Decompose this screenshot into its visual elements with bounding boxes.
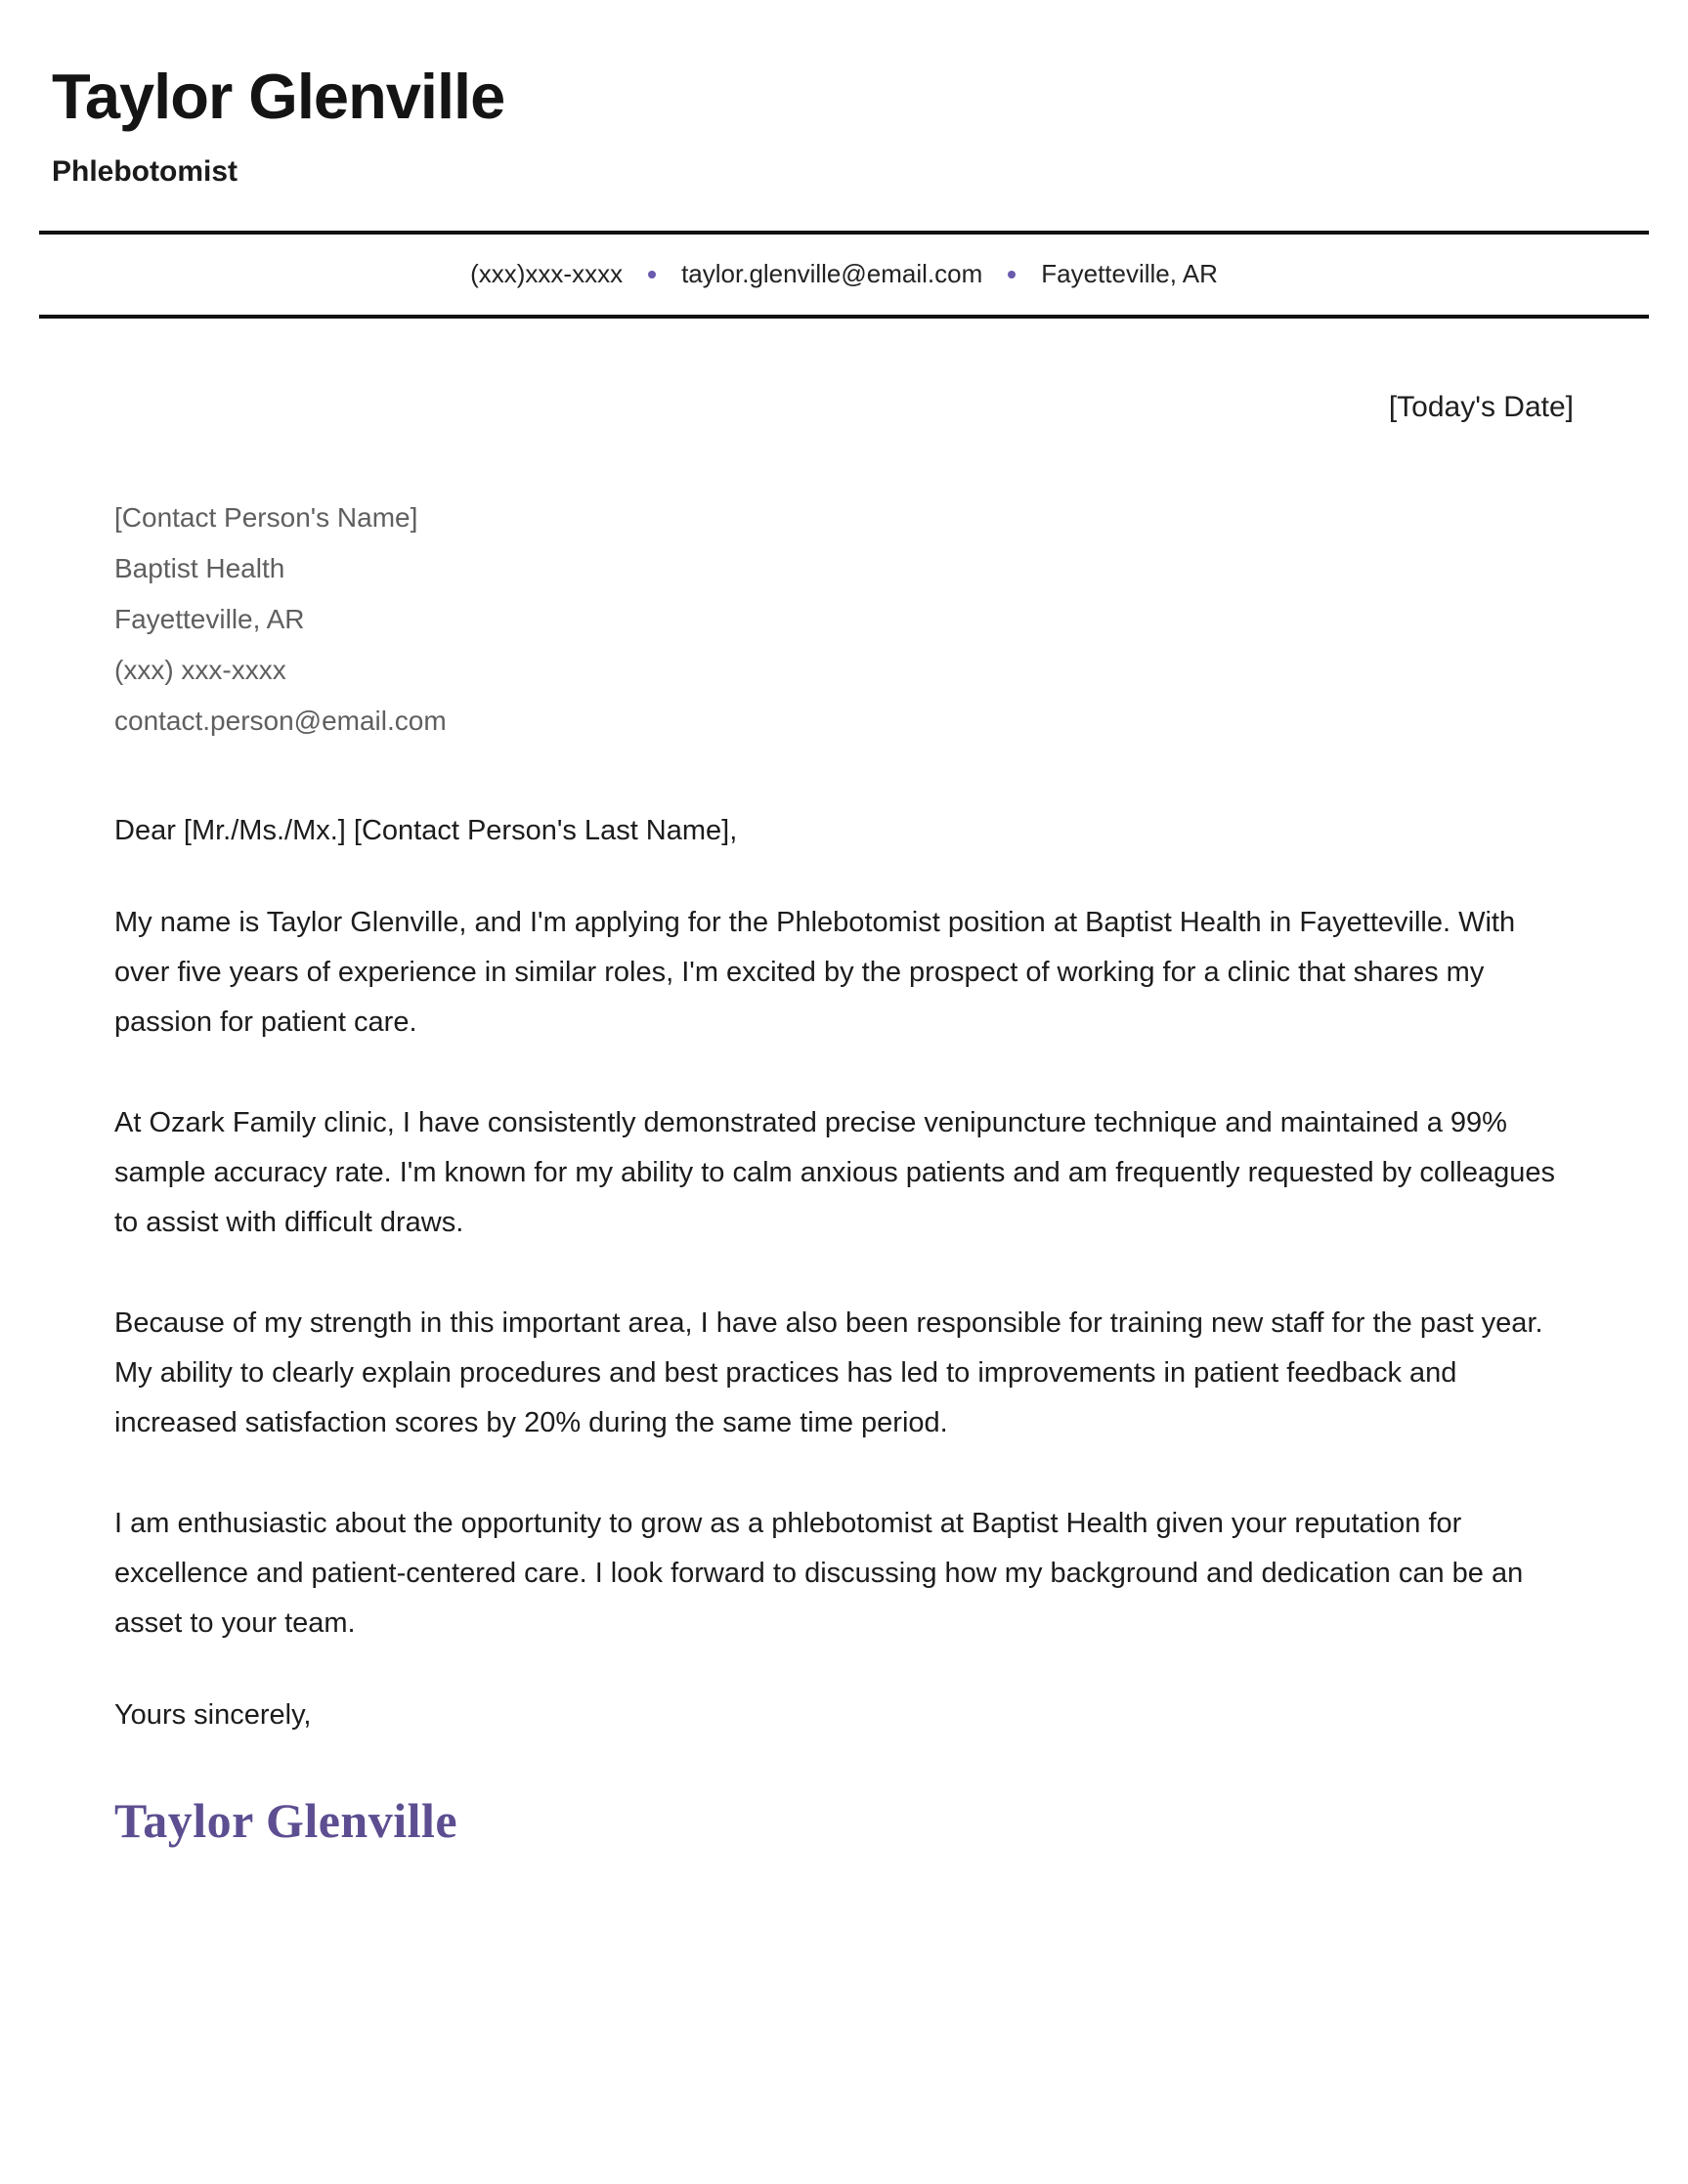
bullet-separator-icon [648,271,656,278]
job-title: Phlebotomist [52,154,238,188]
closing-line: Yours sincerely, [114,1698,312,1731]
contact-phone: (xxx)xxx-xxxx [470,259,624,289]
date-placeholder: [Today's Date] [1388,390,1574,423]
bullet-separator-icon [1008,271,1016,278]
letter-header [0,0,1688,189]
signature: Taylor Glenville [114,1792,458,1848]
body-paragraph: At Ozark Family clinic, I have consistently demonstrated precise venipuncture technique and maintained a 99% sample accuracy rate. I'm known for my ability to calm anxious patients and am frequently requested by colleagues to assist with difficult draws. [114,1106,1555,1238]
recipient-email: contact.person@email.com [114,705,447,736]
salutation: Dear [Mr./Ms./Mx.] [Contact Person's Last Name], [114,814,738,846]
recipient-company: Baptist Health [114,552,285,583]
divider-bottom [39,315,1649,319]
contact-bar [0,235,1688,315]
body-paragraph: Because of my strength in this important area, I have also been responsible for training new staff for the past year. My ability to clearly explain procedures and best practices has led to improvements in patient feedback and increased satisfaction scores by 20% during the same time period. [114,1306,1543,1438]
recipient-location: Fayetteville, AR [114,603,305,634]
recipient-name: [Contact Person's Name] [114,501,418,533]
recipient-block [114,492,1574,747]
body-paragraph: I am enthusiastic about the opportunity to grow as a phlebotomist at Baptist Health given your reputation for excellence and patient-centered care. I look forward to discussing how my background and dedication can be an asset to your team. [114,1507,1524,1639]
recipient-phone: (xxx) xxx-xxxx [114,654,286,685]
contact-email: taylor.glenville@email.com [681,259,983,289]
letter-body [0,391,1688,1849]
body-paragraph: My name is Taylor Glenville, and I'm applying for the Phlebotomist position at Baptist Health in Fayetteville. With over five years of experience in similar roles, I'm excited by the prospect of working for a clinic that shares my passion for patient care. [114,906,1516,1038]
contact-location: Fayetteville, AR [1041,259,1218,289]
page-title: Taylor Glenville [52,61,505,132]
